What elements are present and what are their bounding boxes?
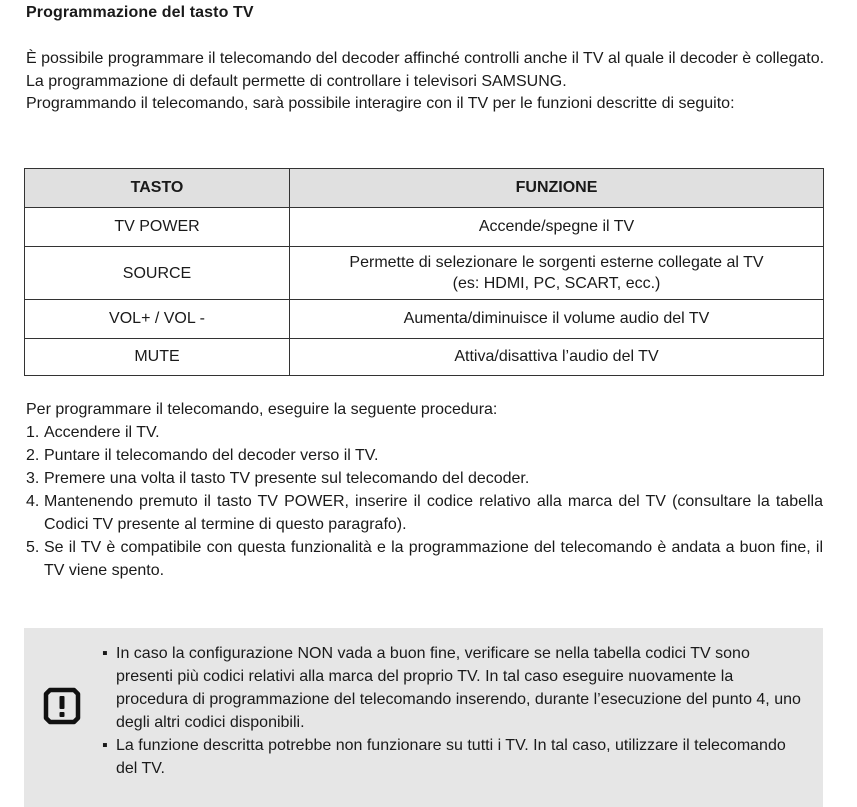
procedure-section bbox=[26, 398, 823, 582]
list-item bbox=[26, 490, 823, 536]
step-number: 3. bbox=[26, 470, 40, 487]
note-list bbox=[102, 642, 802, 780]
step-text: Puntare il telecomando del decoder verso il TV. bbox=[44, 447, 379, 464]
intro-paragraph: È possibile programmare il telecomando del decoder affinché controlli anche il TV al quale il decoder è collegato. bbox=[26, 50, 825, 67]
step-text: Accendere il TV. bbox=[44, 424, 160, 441]
step-number: 4. bbox=[26, 493, 40, 510]
step-number: 1. bbox=[26, 424, 40, 441]
cell-function-line: Permette di selezionare le sorgenti esterne collegate al TV bbox=[349, 254, 764, 271]
bullet-icon: ▪ bbox=[102, 737, 108, 754]
cell-function: Attiva/disattiva l’audio del TV bbox=[290, 339, 824, 376]
procedure-lead: Per programmare il telecomando, eseguire la seguente procedura: bbox=[26, 401, 498, 418]
cell-function-line: (es: HDMI, PC, SCART, ecc.) bbox=[452, 275, 661, 292]
table-row bbox=[25, 247, 824, 300]
cell-key: VOL+ / VOL - bbox=[25, 300, 290, 339]
table-header-row bbox=[25, 169, 824, 208]
table-row bbox=[25, 208, 824, 247]
header-function: FUNZIONE bbox=[290, 169, 824, 208]
header-key: TASTO bbox=[25, 169, 290, 208]
step-text: Se il TV è compatibile con questa funzionalità e la programmazione del telecomando è andata a buon fine, il TV viene spento. bbox=[44, 539, 823, 579]
list-item bbox=[26, 536, 823, 582]
note-text: In caso la configurazione NON vada a buon fine, verificare se nella tabella codici TV sono presenti più codici relativi alla marca del proprio TV. In tal caso eseguire nuovamente la procedura di programmazione del telecomando inserendo, durante l’esecuzione del punto 4, uno degli altri codici disponibili. bbox=[116, 645, 801, 731]
cell-function bbox=[290, 247, 824, 300]
intro-paragraph: Programmando il telecomando, sarà possibile interagire con il TV per le funzioni descritte di seguito: bbox=[26, 95, 735, 112]
warning-icon bbox=[42, 686, 82, 726]
list-item bbox=[102, 642, 802, 734]
functions-table bbox=[24, 168, 824, 376]
intro-text bbox=[26, 48, 826, 116]
bullet-icon: ▪ bbox=[102, 645, 108, 662]
cell-function: Aumenta/diminuisce il volume audio del TV bbox=[290, 300, 824, 339]
table-row bbox=[25, 339, 824, 376]
procedure-steps bbox=[26, 421, 823, 582]
cell-key: TV POWER bbox=[25, 208, 290, 247]
intro-paragraph: La programmazione di default permette di controllare i televisori SAMSUNG. bbox=[26, 72, 567, 90]
section-title: Programmazione del tasto TV bbox=[26, 4, 254, 21]
list-item bbox=[26, 444, 823, 467]
cell-function: Accende/spegne il TV bbox=[290, 208, 824, 247]
step-text: Premere una volta il tasto TV presente sul telecomando del decoder. bbox=[44, 470, 530, 487]
list-item bbox=[102, 734, 802, 780]
list-item bbox=[26, 467, 823, 490]
step-text: Mantenendo premuto il tasto TV POWER, inserire il codice relativo alla marca del TV (consultare la tabella Codici TV presente al termine di questo paragrafo). bbox=[44, 493, 823, 533]
note-box bbox=[24, 628, 823, 807]
step-number: 2. bbox=[26, 447, 40, 464]
cell-key: SOURCE bbox=[25, 247, 290, 300]
note-text: La funzione descritta potrebbe non funzionare su tutti i TV. In tal caso, utilizzare il telecomando del TV. bbox=[116, 737, 786, 777]
cell-key: MUTE bbox=[25, 339, 290, 376]
table-row bbox=[25, 300, 824, 339]
list-item bbox=[26, 421, 823, 444]
step-number: 5. bbox=[26, 539, 40, 556]
